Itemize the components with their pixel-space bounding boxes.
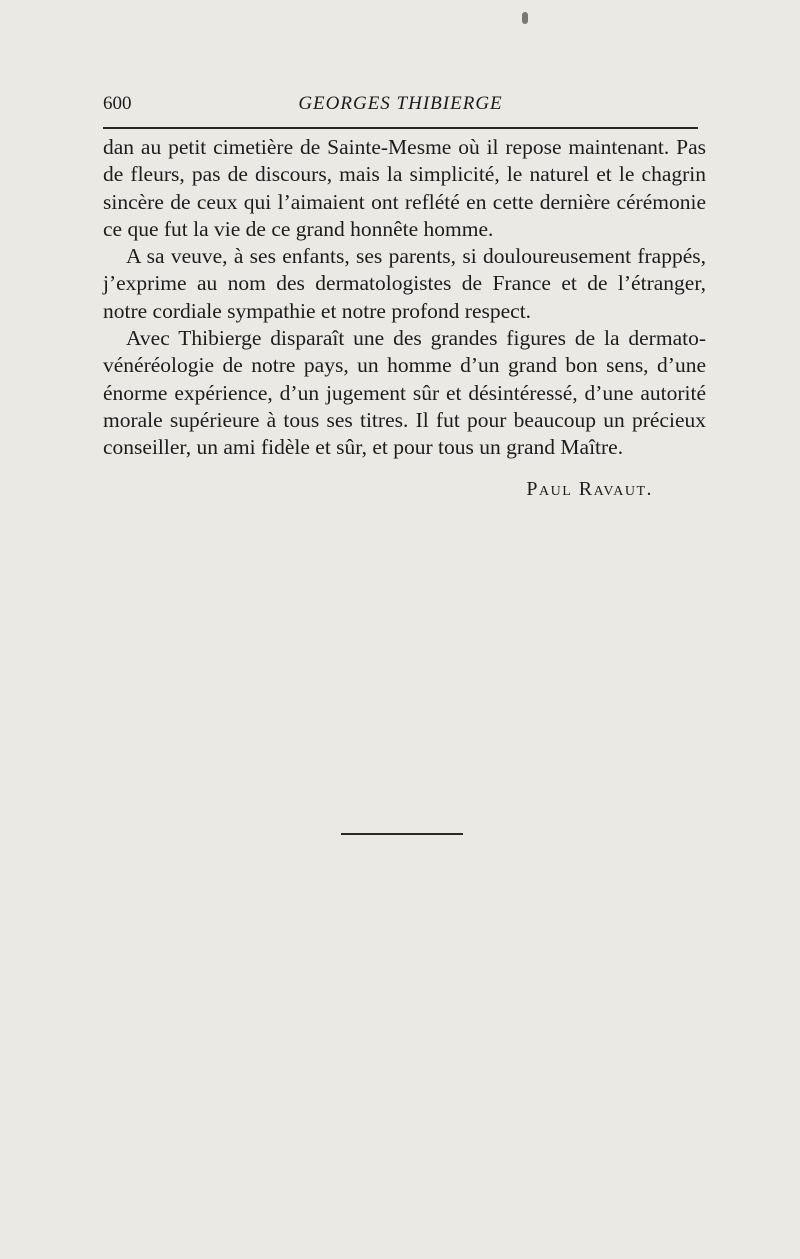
paragraph: dan au petit cimetière de Sainte-Mesme où il repose maintenant. Pas de fleurs, pas de discours, mais la simplicité, le naturel et le chagrin sincère de ceux qui l’aimaient ont reflété en cette dernière cérémonie ce que fut la vie de ce grand honnête homme.	[103, 135, 706, 241]
paragraph: Avec Thibierge disparaît une des grandes figures de la dermato-vénéréologie de notre pays, un homme d’un grand bon sens, d’une énorme expérience, d’un jugement sûr et désintéressé, d’une autorité morale supérieure à tous ses titres. Il fut pour beaucoup un précieux conseiller, un ami fidèle et sûr, et pour tous un grand Maître.	[103, 326, 706, 460]
ink-spot	[522, 12, 528, 24]
end-rule	[341, 833, 463, 835]
author-signature: Paul Ravaut.	[526, 478, 653, 500]
body-text	[103, 134, 706, 462]
page-number: 600	[103, 93, 132, 114]
running-title: GEORGES THIBIERGE	[298, 93, 503, 114]
page-header	[103, 89, 698, 121]
paragraph: A sa veuve, à ses enfants, ses parents, si douloureusement frappés, j’exprime au nom des dermatologistes de France et de l’étranger, notre cordiale sympathie et notre profond respect.	[103, 244, 706, 323]
header-rule	[103, 127, 698, 129]
